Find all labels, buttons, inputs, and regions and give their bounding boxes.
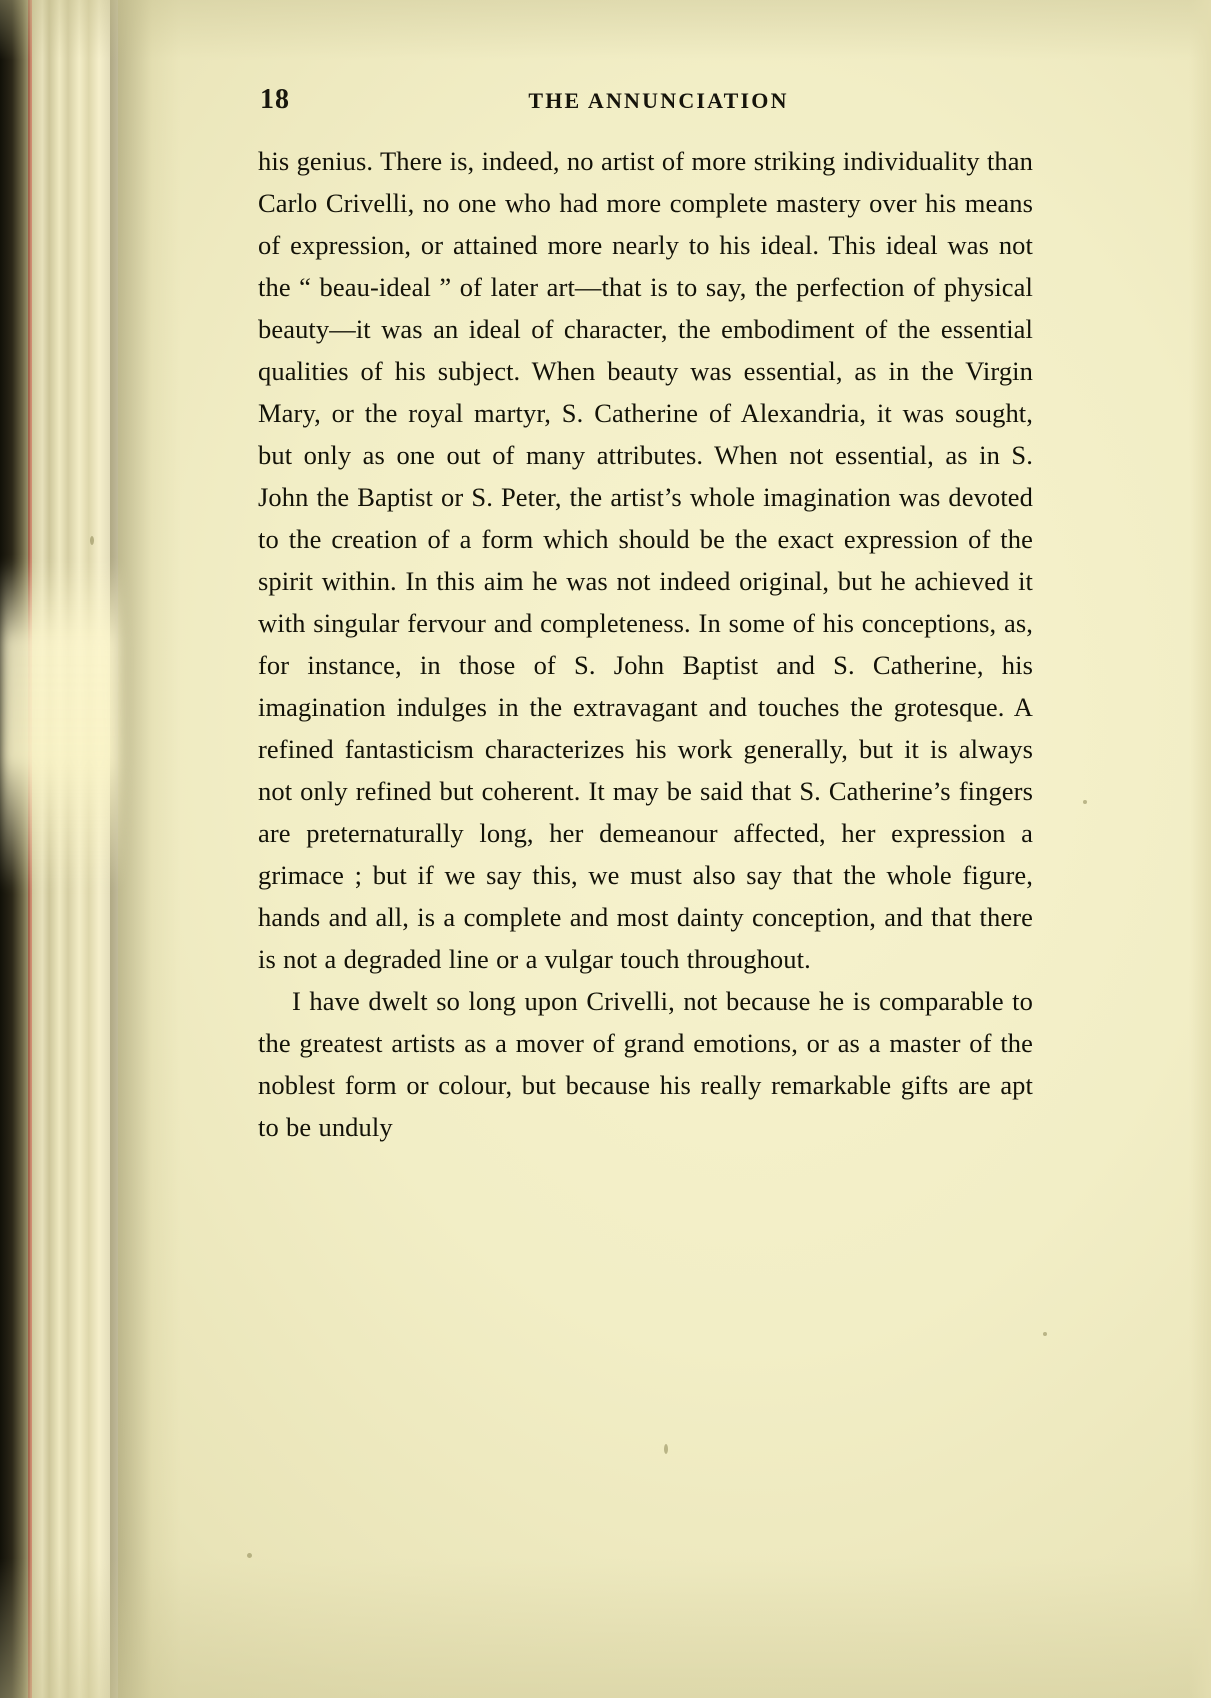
paper-speck: [664, 1444, 668, 1454]
paper-speck: [1083, 800, 1087, 804]
page-text-block: [258, 78, 1033, 1148]
paper-speck: [90, 536, 94, 545]
page-number: 18: [260, 84, 290, 115]
gutter-gradient-shadow: [110, 0, 180, 1698]
chapter-running-title: THE ANNUNCIATION: [528, 88, 789, 113]
gutter-light-glare: [0, 560, 120, 890]
page-right-edge: [1189, 0, 1211, 1698]
paragraph-1: his genius. There is, indeed, no artist of more striking individuality than Carlo Crivelli, no one who had more complete mastery over his means of expression, or attained more nearly to his ideal. This ideal was not the “ beau-ideal ” of later art—that is to say, the perfection of physical beauty—it was an ideal of character, the embodiment of the essential qualities of his subject. When beauty was essential, as in the Virgin Mary, or the royal martyr, S. Catherine of Alexandria, it was sought, but only as one out of many attributes. When not essential, as in S. John the Baptist or S. Peter, the artist’s whole imagination was devoted to the creation of a form which should be the exact expression of the spirit within. In this aim he was not indeed original, but he achieved it with singular fervour and completeness. In some of his conceptions, as, for instance, in those of S. John Baptist and S. Catherine, his imagination indulges in the extravagant and touches the grotesque. A refined fantasticism characterizes his work generally, but it is always not only refined but coherent. It may be said that S. Catherine’s fingers are preternaturally long, her demeanour affected, her expression a grimace ; but if we say this, we must also say that the whole figure, hands and all, is a complete and most dainty conception, and that there is not a degraded line or a vulgar touch throughout.: [258, 146, 1033, 974]
paper-speck: [247, 1553, 252, 1558]
paragraph-2: I have dwelt so long upon Crivelli, not because he is comparable to the greatest artists as a mover of grand emotions, or as a master of the noblest form or colour, but because his really remarkable gifts are apt to be unduly: [258, 986, 1033, 1142]
page-top-shading: [0, 0, 1211, 60]
paper-speck: [1043, 1332, 1047, 1336]
running-head: [258, 78, 1033, 118]
page-bottom-shading: [0, 1558, 1211, 1698]
